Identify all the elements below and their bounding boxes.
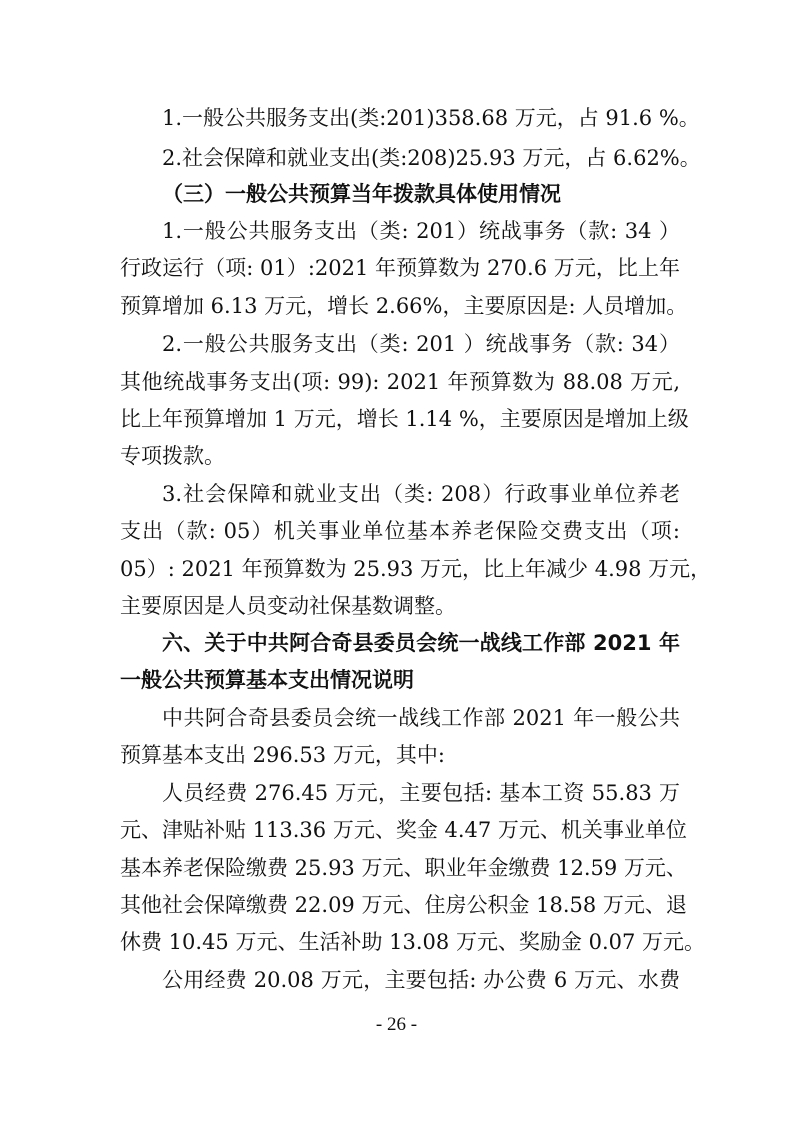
text-line: 1.一般公共服务支出(类:201)358.68 万元，占 91.6 %。	[162, 106, 700, 130]
text-line: 2.一般公共服务支出（类: 201 ）统战事务（款: 34）	[162, 332, 680, 356]
text-line: 预算增加 6.13 万元，增长 2.66%，主要原因是: 人员增加。	[120, 294, 688, 318]
text-line: 人员经费 276.45 万元，主要包括: 基本工资 55.83 万	[162, 781, 680, 805]
section-heading: 一般公共预算基本支出情况说明	[120, 668, 414, 692]
section-heading: 六、关于中共阿合奇县委员会统一战线工作部 2021 年	[162, 631, 680, 655]
text-line: 05）: 2021 年预算数为 25.93 万元，比上年减少 4.98 万元，	[120, 557, 712, 581]
text-line: 1.一般公共服务支出（类: 201）统战事务（款: 34 ）	[162, 219, 680, 243]
text-line: 行政运行（项: 01）:2021 年预算数为 270.6 万元，比上年	[120, 256, 680, 280]
text-line: 休费 10.45 万元、生活补助 13.08 万元、奖励金 0.07 万元。	[120, 930, 706, 954]
section-heading: （三）一般公共预算当年拨款具体使用情况	[162, 182, 561, 206]
text-line: 专项拨款。	[120, 444, 225, 468]
text-line: 其他统战事务支出(项: 99): 2021 年预算数为 88.08 万元,	[120, 370, 680, 394]
text-line: 元、津贴补贴 113.36 万元、奖金 4.47 万元、机关事业单位	[120, 818, 687, 842]
text-line: 公用经费 20.08 万元，主要包括: 办公费 6 万元、水费	[162, 968, 680, 992]
text-line: 3.社会保障和就业支出（类: 208）行政事业单位养老	[162, 482, 680, 506]
text-line: 比上年预算增加 1 万元，增长 1.14 %，主要原因是增加上级	[120, 407, 689, 431]
text-line: 主要原因是人员变动社保基数调整。	[120, 594, 456, 618]
page-number: - 26 -	[375, 1014, 418, 1035]
text-line: 基本养老保险缴费 25.93 万元、职业年金缴费 12.59 万元、	[120, 856, 687, 880]
text-line: 支出（款: 05）机关事业单位基本养老保险交费支出（项:	[120, 519, 680, 543]
text-line: 其他社会保障缴费 22.09 万元、住房公积金 18.58 万元、退	[120, 893, 687, 917]
text-line: 中共阿合奇县委员会统一战线工作部 2021 年一般公共	[162, 706, 680, 730]
text-line: 预算基本支出 296.53 万元，其中:	[120, 743, 445, 767]
text-line: 2.社会保障和就业支出(类:208)25.93 万元，占 6.62%。	[162, 146, 701, 170]
